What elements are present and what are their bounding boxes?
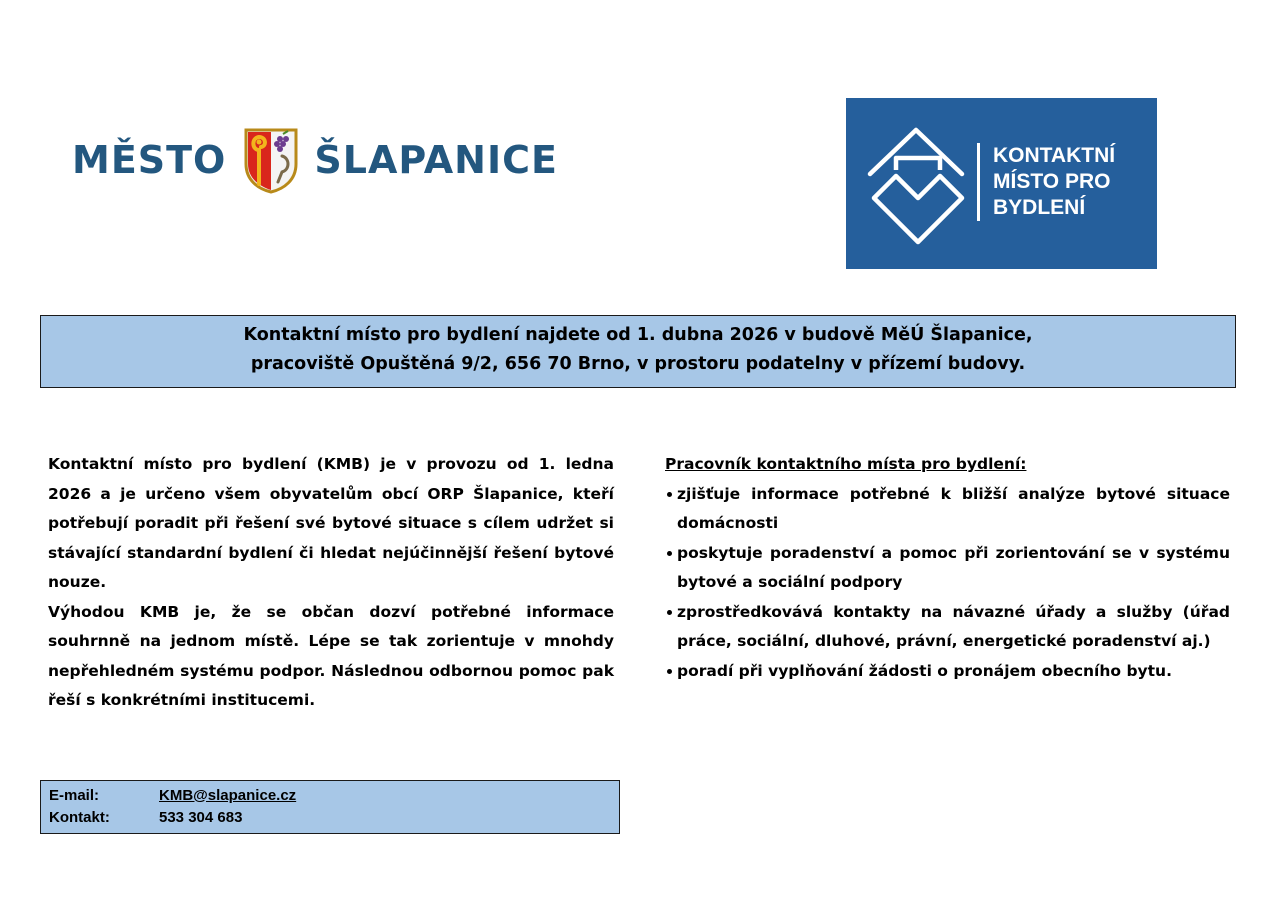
duties-list: [665, 480, 1230, 687]
house-heart-icon: [860, 118, 984, 248]
kmb-logo-line-1: KONTAKTNÍ: [993, 144, 1116, 167]
duties-list-item: zprostředkovává kontakty na návazné úřady a služby (úřad práce, sociální, dluhové, právní, energetické poradenství aj.): [665, 598, 1230, 657]
announcement-banner: [40, 315, 1236, 388]
contact-email-row: [49, 784, 619, 806]
kmb-logo-divider: [977, 143, 980, 221]
intro-paragraph-1: Kontaktní místo pro bydlení (KMB) je v provozu od 1. ledna 2026 a je určeno všem obyvatelům obcí ORP Šlapanice, kteří potřebují poradit při řešení své bytové situace s cílem udržet si stávající standardní bydlení či hledat nejúčinnější řešení bytové nouze.: [48, 455, 614, 591]
email-label: E-mail:: [49, 786, 100, 804]
announcement-line-2: pracoviště Opuštěná 9/2, 656 70 Brno, v prostoru podatelny v přízemí budovy.: [250, 354, 1026, 374]
contact-box: [40, 780, 620, 834]
duties-list-item: zjišťuje informace potřebné k bližší analýze bytové situace domácnosti: [665, 480, 1230, 539]
phone-number: 533 304 683: [159, 808, 243, 826]
duties-section: [665, 450, 1230, 686]
duties-list-item: poradí při vyplňování žádosti o pronájem obecního bytu.: [665, 657, 1230, 687]
kmb-logo-text: [993, 143, 1115, 221]
duties-list-item: poskytuje poradenství a pomoc při zorientování se v systému bytové a sociální podpory: [665, 539, 1230, 598]
town-logo: [72, 124, 558, 196]
duties-heading: Pracovník kontaktního místa pro bydlení:: [665, 455, 1027, 473]
town-name-word-1: MĚSTO: [72, 138, 227, 182]
coat-of-arms-icon: [242, 126, 300, 194]
announcement-line-1: Kontaktní místo pro bydlení najdete od 1. dubna 2026 v budově MěÚ Šlapanice,: [243, 325, 1033, 345]
kmb-logo-line-2: MÍSTO PRO: [993, 170, 1111, 193]
intro-paragraph-2: Výhodou KMB je, že se občan dozví potřebné informace souhrnně na jednom místě. Lépe se tak zorientuje v mnohdy nepřehledném systému podpor. Následnou odbornou pomoc pak řeší s konkrétními institucemi.: [48, 602, 614, 709]
phone-label: Kontakt:: [49, 808, 110, 826]
town-name-word-2: ŠLAPANICE: [314, 138, 558, 182]
contact-phone-row: [49, 806, 619, 828]
intro-section: [48, 450, 614, 716]
kmb-logo: [846, 98, 1157, 269]
email-link[interactable]: KMB@slapanice.cz: [159, 786, 297, 804]
kmb-logo-line-3: BYDLENÍ: [993, 196, 1086, 219]
